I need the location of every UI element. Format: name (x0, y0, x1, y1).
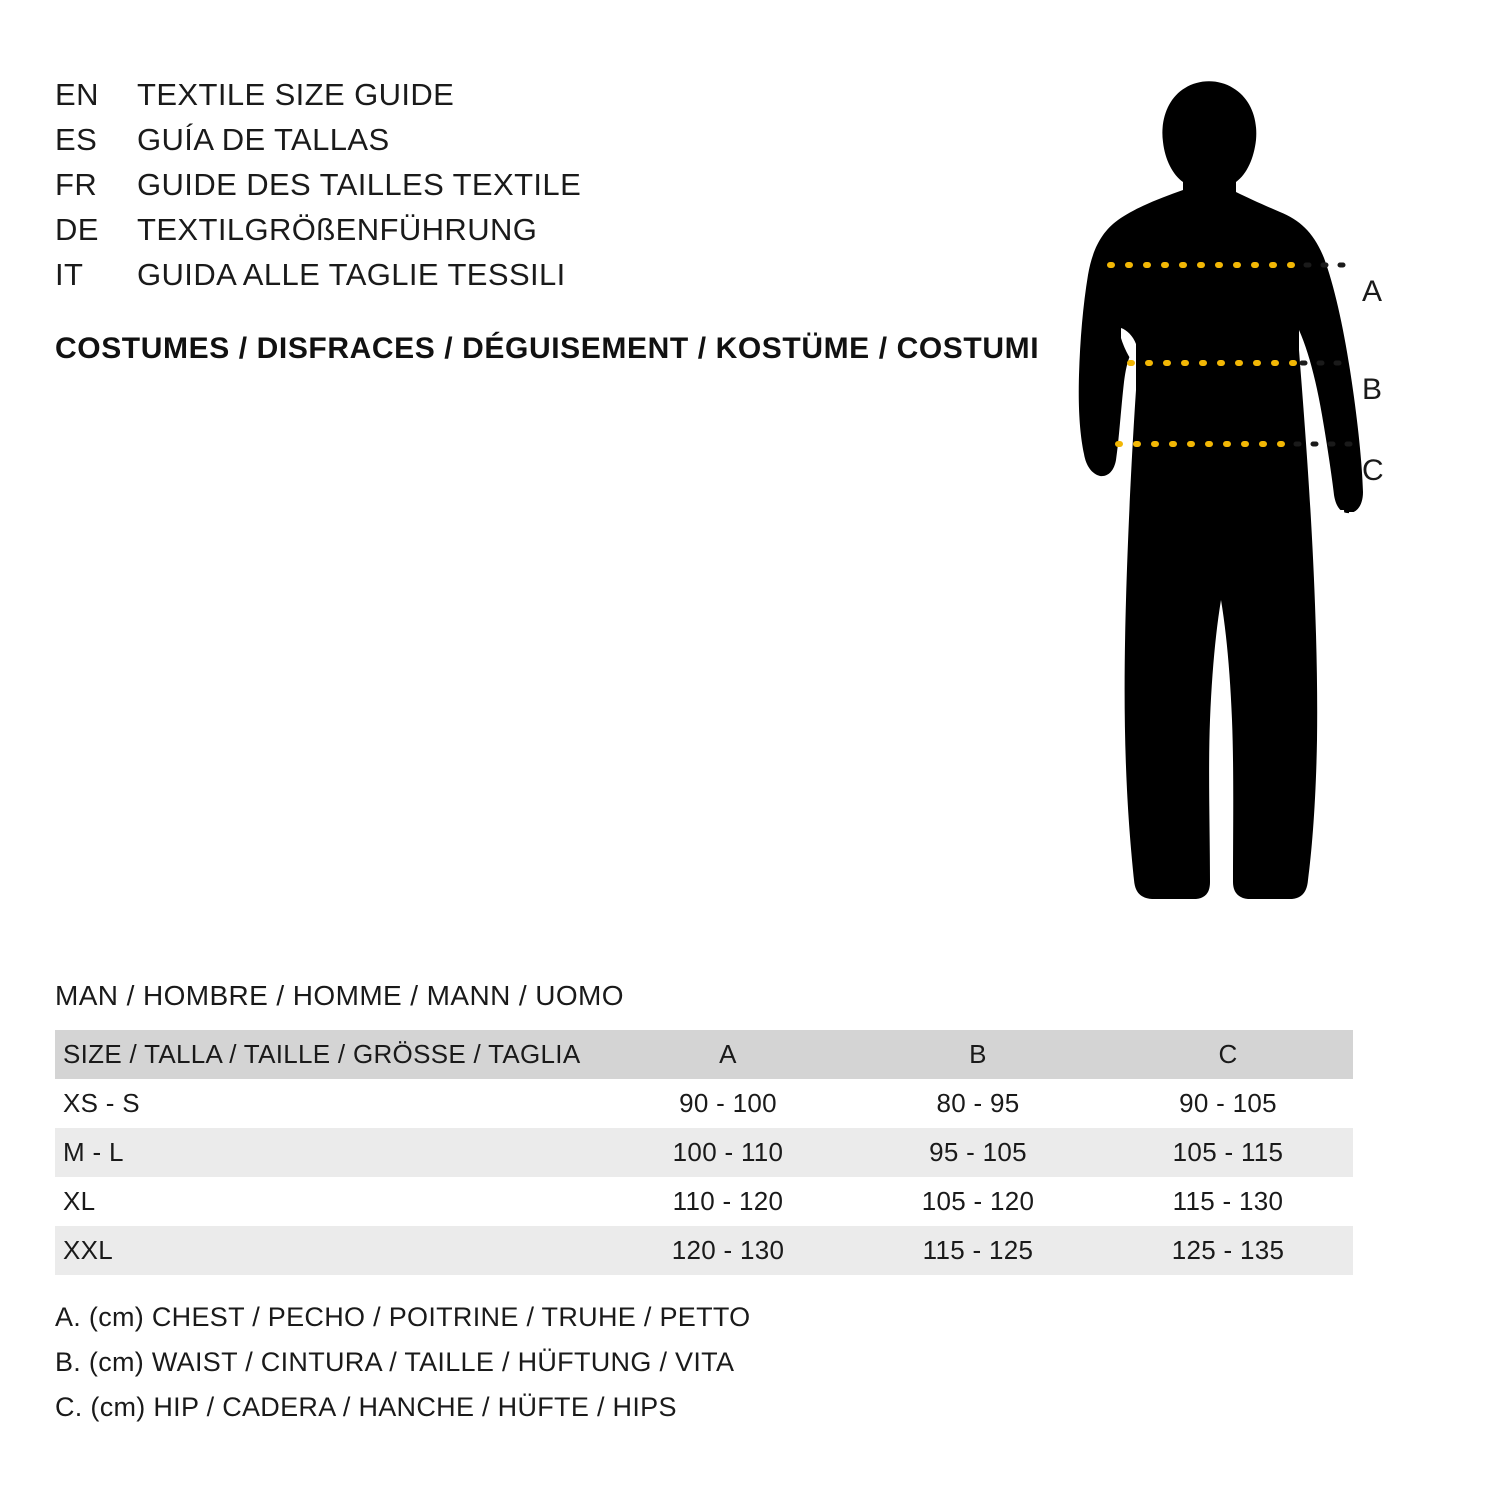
marker-label-c: C (1362, 454, 1385, 487)
language-label: GUIDE DES TAILLES TEXTILE (137, 167, 582, 202)
table-header-b: B (969, 1039, 987, 1069)
cell-hip: 90 - 105 (1179, 1088, 1277, 1118)
cell-waist: 95 - 105 (929, 1137, 1027, 1167)
language-row (55, 162, 955, 207)
legend-line-c: C. (cm) HIP / CADERA / HANCHE / HÜFTE / HIPS (55, 1392, 677, 1422)
table-header-a: A (719, 1039, 737, 1069)
page-subtitle: COSTUMES / DISFRACES / DÉGUISEMENT / KOSTÜME / COSTUMI (55, 332, 1040, 365)
table-row (55, 1177, 1353, 1226)
language-row (55, 72, 955, 117)
legend-line-a: A. (cm) CHEST / PECHO / POITRINE / TRUHE / PETTO (55, 1302, 751, 1332)
marker-label-a: A (1362, 275, 1383, 308)
table-row (55, 1079, 1353, 1128)
legend-line-b: B. (cm) WAIST / CINTURA / TAILLE / HÜFTUNG / VITA (55, 1347, 735, 1377)
language-label: GUÍA DE TALLAS (137, 122, 390, 157)
measurement-legend (55, 1295, 1055, 1430)
cell-waist: 105 - 120 (921, 1186, 1035, 1216)
cell-waist: 115 - 125 (922, 1235, 1034, 1265)
cell-chest: 100 - 110 (672, 1137, 784, 1167)
cell-size: M - L (63, 1137, 124, 1167)
cell-hip: 115 - 130 (1172, 1186, 1284, 1216)
language-row (55, 252, 955, 297)
language-row (55, 117, 955, 162)
table-row (55, 1226, 1353, 1275)
table-header-row (55, 1030, 1353, 1079)
cell-chest: 90 - 100 (679, 1088, 777, 1118)
language-label: GUIDA ALLE TAGLIE TESSILI (137, 257, 566, 292)
language-list (55, 72, 955, 297)
cell-size: XS - S (63, 1088, 140, 1118)
cell-chest: 110 - 120 (672, 1186, 784, 1216)
language-row (55, 207, 955, 252)
size-table (55, 1030, 1353, 1275)
language-code: FR (55, 167, 98, 202)
measurement-figure (1000, 30, 1460, 930)
table-row (55, 1128, 1353, 1177)
cell-waist: 80 - 95 (936, 1088, 1020, 1118)
language-label: TEXTILE SIZE GUIDE (137, 77, 455, 112)
marker-label-b: B (1362, 373, 1383, 406)
language-code: DE (55, 212, 99, 247)
cell-chest: 120 - 130 (671, 1235, 785, 1265)
language-code: EN (55, 77, 99, 112)
language-code: ES (55, 122, 98, 157)
table-header-c: C (1218, 1039, 1238, 1069)
cell-hip: 105 - 115 (1172, 1137, 1284, 1167)
body-silhouette-icon (1000, 30, 1460, 930)
cell-size: XL (63, 1186, 96, 1216)
language-code: IT (55, 257, 84, 292)
language-label: TEXTILGRÖßENFÜHRUNG (137, 212, 538, 247)
size-table-section (55, 980, 1445, 1275)
table-caption: MAN / HOMBRE / HOMME / MANN / UOMO (55, 980, 624, 1011)
cell-hip: 125 - 135 (1171, 1235, 1285, 1265)
cell-size: XXL (63, 1235, 114, 1265)
table-header-size: SIZE / TALLA / TAILLE / GRÖSSE / TAGLIA (63, 1039, 581, 1069)
